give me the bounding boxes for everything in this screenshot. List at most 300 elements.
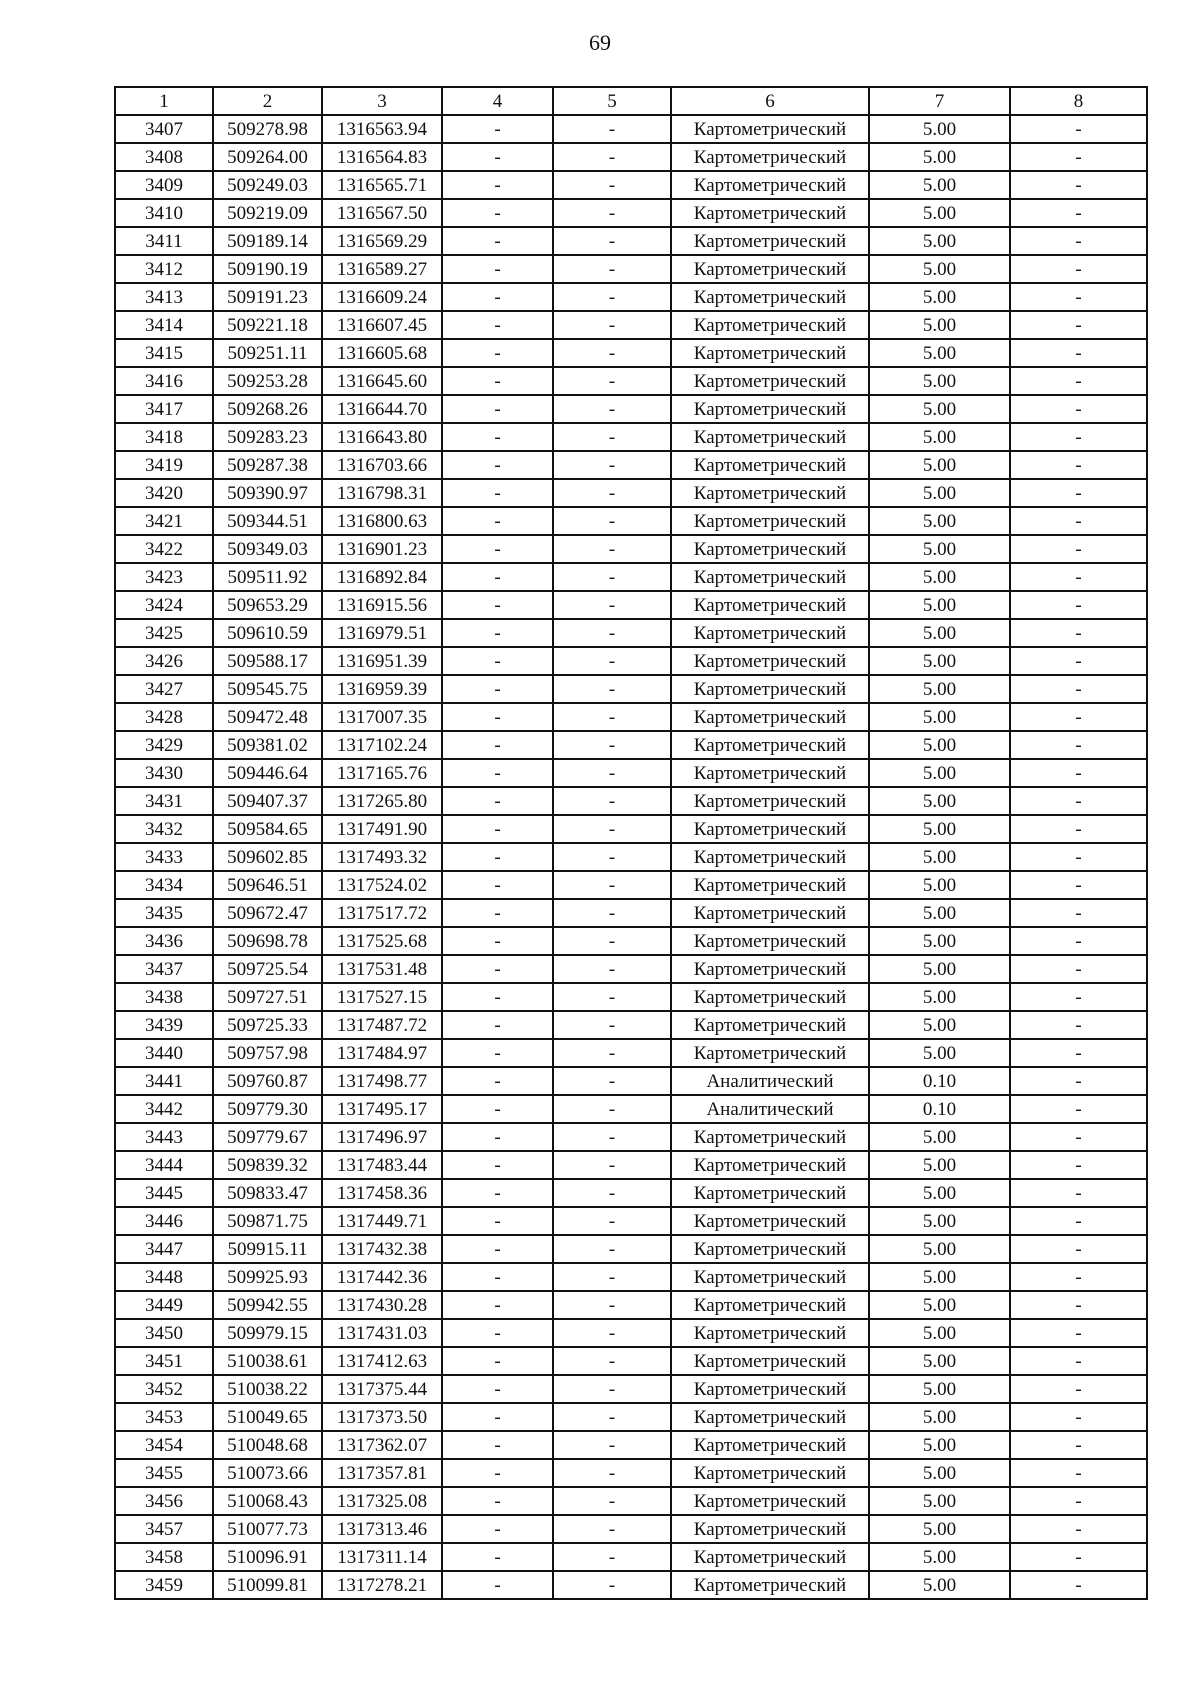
table-row [115,1543,1147,1571]
point-number-cell: 3432 [115,815,213,843]
y-coordinate-cell: 1316703.66 [322,451,442,479]
column-4-cell: - [442,619,553,647]
accuracy-cell: 5.00 [869,759,1010,787]
column-5-cell: - [553,927,671,955]
table-row [115,1067,1147,1095]
method-cell: Картометрический [671,787,869,815]
column-5-cell: - [553,591,671,619]
method-cell: Картометрический [671,1011,869,1039]
y-coordinate-cell: 1317483.44 [322,1151,442,1179]
table-row [115,563,1147,591]
column-8-cell: - [1010,395,1147,423]
column-4-cell: - [442,731,553,759]
column-5-cell: - [553,647,671,675]
column-8-cell: - [1010,647,1147,675]
accuracy-cell: 5.00 [869,675,1010,703]
x-coordinate-cell: 510077.73 [213,1515,322,1543]
column-8-cell: - [1010,479,1147,507]
x-coordinate-cell: 509757.98 [213,1039,322,1067]
table-row [115,1431,1147,1459]
x-coordinate-cell: 509268.26 [213,395,322,423]
x-coordinate-cell: 510096.91 [213,1543,322,1571]
method-cell: Картометрический [671,815,869,843]
method-cell: Картометрический [671,1431,869,1459]
coordinates-table [114,86,1148,1600]
point-number-cell: 3429 [115,731,213,759]
x-coordinate-cell: 509915.11 [213,1235,322,1263]
column-5-cell: - [553,507,671,535]
column-4-cell: - [442,507,553,535]
table-row [115,1571,1147,1599]
column-4-cell: - [442,395,553,423]
column-4-cell: - [442,283,553,311]
y-coordinate-cell: 1317431.03 [322,1319,442,1347]
method-cell: Картометрический [671,507,869,535]
column-8-cell: - [1010,955,1147,983]
point-number-cell: 3448 [115,1263,213,1291]
point-number-cell: 3454 [115,1431,213,1459]
column-4-cell: - [442,255,553,283]
method-cell: Картометрический [671,1571,869,1599]
column-5-cell: - [553,1151,671,1179]
x-coordinate-cell: 509190.19 [213,255,322,283]
table-row [115,115,1147,143]
accuracy-cell: 5.00 [869,1487,1010,1515]
method-cell: Картометрический [671,115,869,143]
column-5-cell: - [553,1011,671,1039]
table-row [115,1459,1147,1487]
method-cell: Картометрический [671,1179,869,1207]
column-5-cell: - [553,339,671,367]
table-row [115,843,1147,871]
table-body [115,115,1147,1599]
point-number-cell: 3428 [115,703,213,731]
point-number-cell: 3452 [115,1375,213,1403]
column-5-cell: - [553,1123,671,1151]
column-4-cell: - [442,815,553,843]
point-number-cell: 3458 [115,1543,213,1571]
column-5-cell: - [553,451,671,479]
table-row [115,423,1147,451]
column-5-cell: - [553,1039,671,1067]
column-header: 4 [442,87,553,115]
x-coordinate-cell: 509646.51 [213,871,322,899]
column-4-cell: - [442,1067,553,1095]
y-coordinate-cell: 1316644.70 [322,395,442,423]
table-row [115,591,1147,619]
table-row [115,759,1147,787]
column-4-cell: - [442,1291,553,1319]
x-coordinate-cell: 510038.22 [213,1375,322,1403]
point-number-cell: 3424 [115,591,213,619]
y-coordinate-cell: 1316951.39 [322,647,442,675]
column-4-cell: - [442,675,553,703]
column-8-cell: - [1010,927,1147,955]
method-cell: Картометрический [671,535,869,563]
method-cell: Картометрический [671,647,869,675]
column-8-cell: - [1010,171,1147,199]
x-coordinate-cell: 509253.28 [213,367,322,395]
table-row [115,395,1147,423]
method-cell: Аналитический [671,1095,869,1123]
column-4-cell: - [442,339,553,367]
point-number-cell: 3412 [115,255,213,283]
column-4-cell: - [442,647,553,675]
x-coordinate-cell: 509760.87 [213,1067,322,1095]
method-cell: Картометрический [671,731,869,759]
table-row [115,899,1147,927]
column-8-cell: - [1010,535,1147,563]
method-cell: Картометрический [671,199,869,227]
point-number-cell: 3426 [115,647,213,675]
y-coordinate-cell: 1317495.17 [322,1095,442,1123]
table-row [115,143,1147,171]
method-cell: Картометрический [671,563,869,591]
column-4-cell: - [442,899,553,927]
accuracy-cell: 5.00 [869,339,1010,367]
column-5-cell: - [553,843,671,871]
column-5-cell: - [553,1347,671,1375]
column-8-cell: - [1010,1543,1147,1571]
point-number-cell: 3437 [115,955,213,983]
table-row [115,1487,1147,1515]
accuracy-cell: 5.00 [869,479,1010,507]
column-5-cell: - [553,423,671,451]
y-coordinate-cell: 1316589.27 [322,255,442,283]
column-8-cell: - [1010,1235,1147,1263]
point-number-cell: 3420 [115,479,213,507]
column-8-cell: - [1010,1123,1147,1151]
method-cell: Картометрический [671,395,869,423]
point-number-cell: 3451 [115,1347,213,1375]
point-number-cell: 3450 [115,1319,213,1347]
point-number-cell: 3436 [115,927,213,955]
column-5-cell: - [553,1487,671,1515]
method-cell: Картометрический [671,1235,869,1263]
accuracy-cell: 5.00 [869,563,1010,591]
table-row [115,255,1147,283]
x-coordinate-cell: 509249.03 [213,171,322,199]
x-coordinate-cell: 509251.11 [213,339,322,367]
method-cell: Картометрический [671,1487,869,1515]
column-5-cell: - [553,731,671,759]
y-coordinate-cell: 1317102.24 [322,731,442,759]
column-8-cell: - [1010,983,1147,1011]
x-coordinate-cell: 510048.68 [213,1431,322,1459]
column-5-cell: - [553,871,671,899]
method-cell: Картометрический [671,1543,869,1571]
point-number-cell: 3419 [115,451,213,479]
accuracy-cell: 5.00 [869,703,1010,731]
method-cell: Картометрический [671,1151,869,1179]
table-row [115,1347,1147,1375]
accuracy-cell: 5.00 [869,1515,1010,1543]
accuracy-cell: 5.00 [869,843,1010,871]
x-coordinate-cell: 509839.32 [213,1151,322,1179]
y-coordinate-cell: 1317442.36 [322,1263,442,1291]
column-4-cell: - [442,563,553,591]
column-8-cell: - [1010,899,1147,927]
point-number-cell: 3430 [115,759,213,787]
x-coordinate-cell: 509979.15 [213,1319,322,1347]
x-coordinate-cell: 509779.30 [213,1095,322,1123]
column-5-cell: - [553,563,671,591]
x-coordinate-cell: 509344.51 [213,507,322,535]
column-8-cell: - [1010,1347,1147,1375]
column-8-cell: - [1010,731,1147,759]
column-4-cell: - [442,1403,553,1431]
y-coordinate-cell: 1316798.31 [322,479,442,507]
y-coordinate-cell: 1317484.97 [322,1039,442,1067]
y-coordinate-cell: 1317430.28 [322,1291,442,1319]
column-4-cell: - [442,311,553,339]
column-8-cell: - [1010,1515,1147,1543]
point-number-cell: 3433 [115,843,213,871]
method-cell: Картометрический [671,451,869,479]
x-coordinate-cell: 510068.43 [213,1487,322,1515]
point-number-cell: 3438 [115,983,213,1011]
column-8-cell: - [1010,423,1147,451]
column-4-cell: - [442,1263,553,1291]
column-4-cell: - [442,1431,553,1459]
y-coordinate-cell: 1317265.80 [322,787,442,815]
column-4-cell: - [442,871,553,899]
y-coordinate-cell: 1317278.21 [322,1571,442,1599]
column-4-cell: - [442,1179,553,1207]
point-number-cell: 3423 [115,563,213,591]
y-coordinate-cell: 1317449.71 [322,1207,442,1235]
x-coordinate-cell: 509584.65 [213,815,322,843]
x-coordinate-cell: 509588.17 [213,647,322,675]
method-cell: Картометрический [671,283,869,311]
column-8-cell: - [1010,451,1147,479]
column-5-cell: - [553,619,671,647]
column-8-cell: - [1010,759,1147,787]
table-row [115,955,1147,983]
column-4-cell: - [442,1543,553,1571]
column-8-cell: - [1010,1067,1147,1095]
method-cell: Картометрический [671,619,869,647]
point-number-cell: 3415 [115,339,213,367]
column-5-cell: - [553,1235,671,1263]
column-4-cell: - [442,143,553,171]
point-number-cell: 3427 [115,675,213,703]
column-header: 1 [115,87,213,115]
column-8-cell: - [1010,843,1147,871]
point-number-cell: 3439 [115,1011,213,1039]
y-coordinate-cell: 1317313.46 [322,1515,442,1543]
column-5-cell: - [553,787,671,815]
accuracy-cell: 5.00 [869,1207,1010,1235]
column-8-cell: - [1010,871,1147,899]
column-4-cell: - [442,843,553,871]
column-8-cell: - [1010,143,1147,171]
y-coordinate-cell: 1316645.60 [322,367,442,395]
point-number-cell: 3457 [115,1515,213,1543]
y-coordinate-cell: 1316564.83 [322,143,442,171]
point-number-cell: 3435 [115,899,213,927]
x-coordinate-cell: 509725.33 [213,1011,322,1039]
table-row [115,1123,1147,1151]
y-coordinate-cell: 1316979.51 [322,619,442,647]
point-number-cell: 3417 [115,395,213,423]
accuracy-cell: 5.00 [869,227,1010,255]
column-8-cell: - [1010,1039,1147,1067]
y-coordinate-cell: 1317491.90 [322,815,442,843]
column-4-cell: - [442,1571,553,1599]
point-number-cell: 3447 [115,1235,213,1263]
table-row [115,1179,1147,1207]
column-5-cell: - [553,1459,671,1487]
accuracy-cell: 5.00 [869,927,1010,955]
column-5-cell: - [553,759,671,787]
method-cell: Картометрический [671,311,869,339]
column-header: 2 [213,87,322,115]
table-row [115,227,1147,255]
method-cell: Картометрический [671,227,869,255]
point-number-cell: 3441 [115,1067,213,1095]
table-row [115,1291,1147,1319]
accuracy-cell: 5.00 [869,955,1010,983]
table-row [115,311,1147,339]
table-row [115,283,1147,311]
table-row [115,507,1147,535]
column-4-cell: - [442,1011,553,1039]
column-4-cell: - [442,983,553,1011]
column-header: 6 [671,87,869,115]
point-number-cell: 3421 [115,507,213,535]
accuracy-cell: 5.00 [869,507,1010,535]
method-cell: Картометрический [671,591,869,619]
table-row [115,1263,1147,1291]
column-5-cell: - [553,1291,671,1319]
x-coordinate-cell: 509779.67 [213,1123,322,1151]
accuracy-cell: 5.00 [869,423,1010,451]
table-row [115,927,1147,955]
y-coordinate-cell: 1317458.36 [322,1179,442,1207]
column-8-cell: - [1010,339,1147,367]
point-number-cell: 3444 [115,1151,213,1179]
accuracy-cell: 5.00 [869,1291,1010,1319]
point-number-cell: 3434 [115,871,213,899]
table-row [115,1319,1147,1347]
accuracy-cell: 5.00 [869,535,1010,563]
table-row [115,339,1147,367]
x-coordinate-cell: 510049.65 [213,1403,322,1431]
column-4-cell: - [442,1347,553,1375]
method-cell: Картометрический [671,1319,869,1347]
table-row [115,1039,1147,1067]
accuracy-cell: 5.00 [869,451,1010,479]
accuracy-cell: 0.10 [869,1095,1010,1123]
accuracy-cell: 5.00 [869,255,1010,283]
point-number-cell: 3431 [115,787,213,815]
column-5-cell: - [553,703,671,731]
y-coordinate-cell: 1317524.02 [322,871,442,899]
x-coordinate-cell: 509283.23 [213,423,322,451]
accuracy-cell: 5.00 [869,199,1010,227]
y-coordinate-cell: 1316643.80 [322,423,442,451]
x-coordinate-cell: 509942.55 [213,1291,322,1319]
method-cell: Картометрический [671,927,869,955]
column-4-cell: - [442,115,553,143]
column-4-cell: - [442,1487,553,1515]
y-coordinate-cell: 1317325.08 [322,1487,442,1515]
accuracy-cell: 5.00 [869,1123,1010,1151]
column-5-cell: - [553,1543,671,1571]
point-number-cell: 3446 [115,1207,213,1235]
column-5-cell: - [553,199,671,227]
point-number-cell: 3413 [115,283,213,311]
point-number-cell: 3443 [115,1123,213,1151]
column-8-cell: - [1010,675,1147,703]
column-5-cell: - [553,227,671,255]
column-8-cell: - [1010,1403,1147,1431]
method-cell: Картометрический [671,759,869,787]
x-coordinate-cell: 509381.02 [213,731,322,759]
column-4-cell: - [442,1123,553,1151]
column-8-cell: - [1010,1319,1147,1347]
y-coordinate-cell: 1316605.68 [322,339,442,367]
y-coordinate-cell: 1316607.45 [322,311,442,339]
y-coordinate-cell: 1316901.23 [322,535,442,563]
column-8-cell: - [1010,1151,1147,1179]
method-cell: Картометрический [671,1347,869,1375]
x-coordinate-cell: 509349.03 [213,535,322,563]
point-number-cell: 3407 [115,115,213,143]
column-4-cell: - [442,1235,553,1263]
column-5-cell: - [553,367,671,395]
x-coordinate-cell: 510099.81 [213,1571,322,1599]
y-coordinate-cell: 1317517.72 [322,899,442,927]
accuracy-cell: 5.00 [869,143,1010,171]
column-4-cell: - [442,227,553,255]
accuracy-cell: 5.00 [869,983,1010,1011]
column-4-cell: - [442,759,553,787]
y-coordinate-cell: 1317487.72 [322,1011,442,1039]
point-number-cell: 3449 [115,1291,213,1319]
table-row [115,171,1147,199]
column-5-cell: - [553,815,671,843]
x-coordinate-cell: 509219.09 [213,199,322,227]
column-4-cell: - [442,423,553,451]
accuracy-cell: 5.00 [869,311,1010,339]
page-number: 69 [589,30,611,55]
column-5-cell: - [553,535,671,563]
x-coordinate-cell: 509610.59 [213,619,322,647]
method-cell: Картометрический [671,423,869,451]
column-4-cell: - [442,955,553,983]
table-row [115,815,1147,843]
column-8-cell: - [1010,507,1147,535]
column-4-cell: - [442,927,553,955]
accuracy-cell: 5.00 [869,647,1010,675]
column-5-cell: - [553,1403,671,1431]
column-8-cell: - [1010,703,1147,731]
y-coordinate-cell: 1316563.94 [322,115,442,143]
column-8-cell: - [1010,815,1147,843]
column-5-cell: - [553,955,671,983]
table-row [115,199,1147,227]
accuracy-cell: 5.00 [869,283,1010,311]
accuracy-cell: 5.00 [869,1179,1010,1207]
column-header: 8 [1010,87,1147,115]
column-8-cell: - [1010,1375,1147,1403]
y-coordinate-cell: 1317496.97 [322,1123,442,1151]
accuracy-cell: 5.00 [869,1151,1010,1179]
point-number-cell: 3455 [115,1459,213,1487]
column-8-cell: - [1010,1431,1147,1459]
